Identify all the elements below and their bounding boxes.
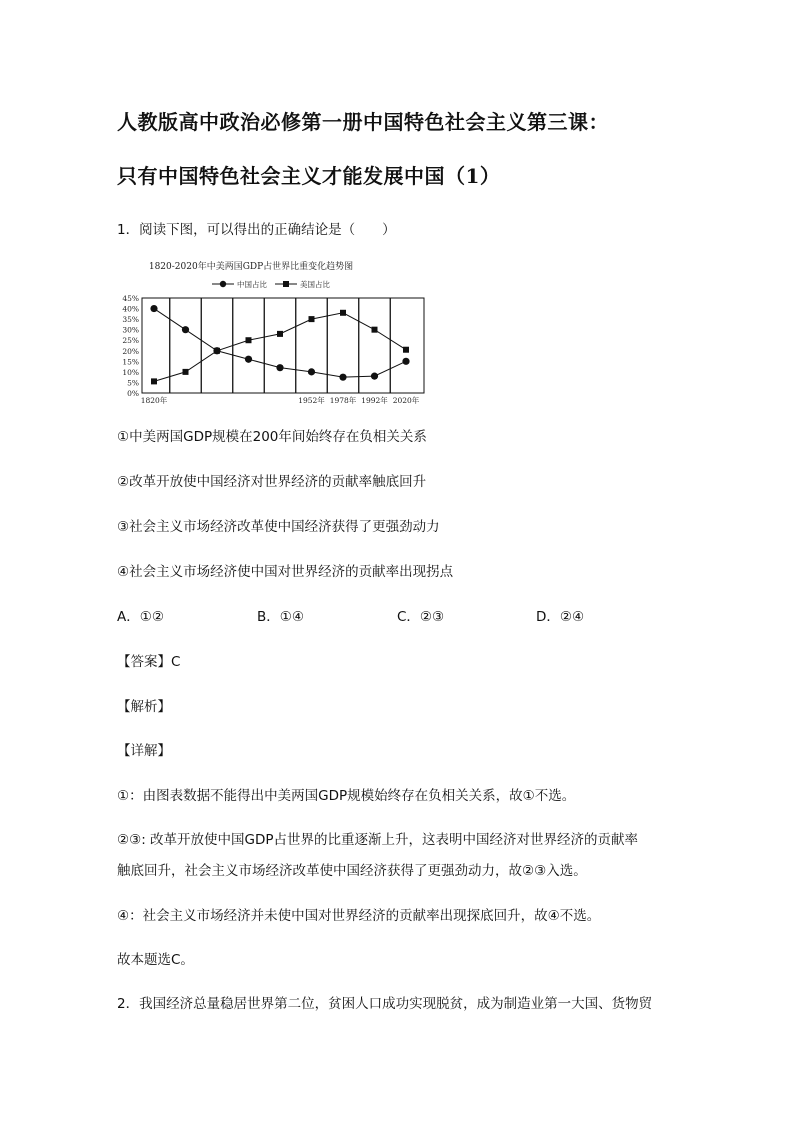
detail-label: 【详解】 (117, 743, 171, 759)
title-line-1: 人教版高中政治必修第一册中国特色社会主义第三课： (117, 110, 609, 134)
china-data-point (150, 305, 157, 312)
option-d: D．②④ (536, 609, 585, 625)
plot-frame (142, 298, 424, 393)
explanation-2: ②③: 改革开放使中国GDP占世界的比重逐渐上升，这表明中国经济对世界经济的贡献率 (117, 832, 639, 848)
y-tick-label: 45% (122, 294, 139, 303)
y-tick-label: 20% (122, 346, 139, 356)
question-1-stem: 1．阅读下图，可以得出的正确结论是（ ） (117, 222, 396, 238)
statement-2: ②改革开放使中国经济对世界经济的贡献率触底回升 (117, 474, 427, 490)
x-tick-label: 1820年 (140, 396, 168, 405)
legend-usa-marker (283, 281, 289, 287)
china-data-point (339, 374, 346, 381)
y-tick-label: 0% (127, 389, 139, 398)
option-a: A．①② (117, 609, 164, 625)
usa-data-point (403, 347, 409, 353)
chart-legend (212, 279, 330, 289)
usa-data-point (183, 369, 189, 375)
usa-data-point (246, 337, 252, 343)
title-line-2: 只有中国特色社会主义才能发展中国（1） (117, 164, 501, 188)
x-tick-label: 1952年 (298, 396, 325, 405)
china-data-point (371, 373, 378, 380)
usa-data-point (151, 378, 157, 384)
question-2-stem: 2．我国经济总量稳居世界第二位，贫困人口成功实现脱贫，成为制造业第一大国、货物贸 (117, 996, 653, 1012)
usa-data-point (277, 331, 283, 337)
usa-data-point (372, 327, 378, 333)
statement-3: ③社会主义市场经济改革使中国经济获得了更强劲动力 (117, 519, 440, 535)
usa-data-point (309, 316, 315, 322)
explanation-1: ①：由图表数据不能得出中美两国GDP规模始终存在负相关关系，故①不选。 (117, 788, 576, 804)
china-data-point (308, 368, 315, 375)
china-data-point (276, 364, 283, 371)
x-tick-label: 1992年 (361, 396, 388, 405)
answer: 【答案】C (117, 654, 181, 670)
y-tick-label: 40% (122, 304, 139, 314)
x-axis-ticks (141, 395, 420, 405)
y-tick-label: 30% (122, 325, 139, 335)
legend-china-marker (220, 281, 226, 287)
option-b: B．①④ (257, 609, 304, 625)
y-tick-label: 5% (127, 378, 139, 388)
x-tick-label: 1978年 (329, 396, 357, 405)
y-tick-label: 10% (122, 367, 139, 377)
china-data-point (245, 356, 252, 363)
plot-area (142, 298, 424, 393)
china-data-point (182, 326, 189, 333)
usa-data-point (214, 348, 220, 354)
y-tick-label: 25% (122, 336, 139, 346)
explanation-4: ④：社会主义市场经济并未使中国对世界经济的贡献率出现探底回升，故④不选。 (117, 908, 601, 924)
legend-usa-label: 美国占比 (300, 280, 330, 289)
gdp-share-chart (117, 258, 437, 408)
y-axis-ticks (122, 294, 139, 398)
y-tick-label: 15% (122, 357, 139, 367)
chart-title: 1820-2020年中美两国GDP占世界比重变化趋势图 (148, 262, 354, 272)
usa-data-point (340, 310, 346, 316)
option-c: C．②③ (397, 609, 445, 625)
legend-china-label: 中国占比 (237, 280, 267, 289)
statement-1: ①中美两国GDP规模在200年间始终存在负相关关系 (117, 429, 427, 445)
y-tick-label: 35% (122, 315, 139, 325)
explanation-3: 触底回升，社会主义市场经济改革使中国经济获得了更强劲动力，故②③入选。 (117, 863, 587, 879)
statement-4: ④社会主义市场经济使中国对世界经济的贡献率出现拐点 (117, 564, 454, 580)
china-data-point (402, 358, 409, 365)
conclusion: 故本题选C。 (117, 952, 194, 968)
analysis-label: 【解析】 (117, 699, 171, 715)
x-tick-label: 2020年 (392, 396, 420, 405)
